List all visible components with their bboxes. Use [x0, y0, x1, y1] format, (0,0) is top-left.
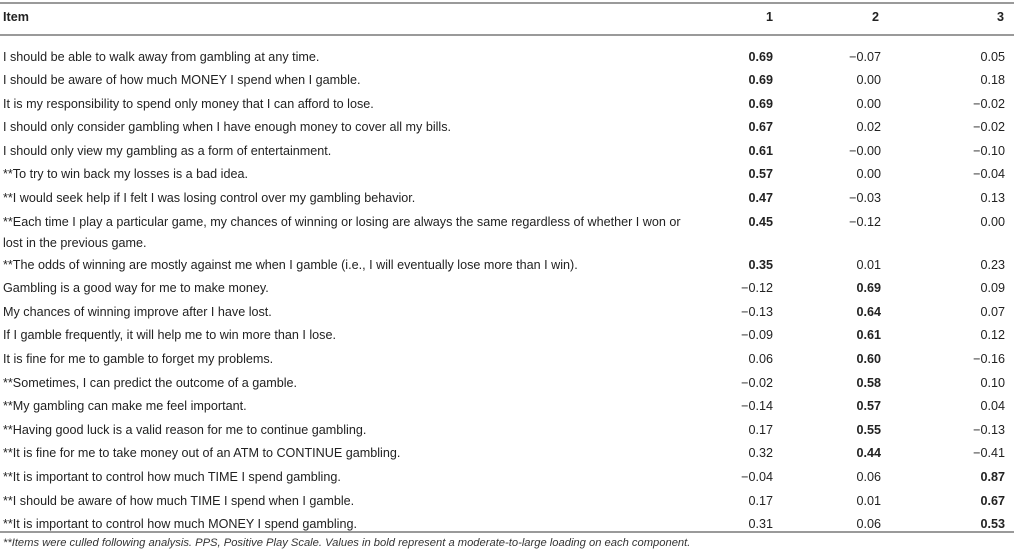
loading-component-1: 0.06 — [748, 351, 773, 366]
loading-component-3: 0.00 — [980, 214, 1005, 229]
loading-component-2: 0.00 — [856, 73, 881, 87]
item-text: **My gambling can make me feel important. — [3, 399, 247, 414]
loading-component-3: 0.09 — [980, 281, 1005, 296]
header-component-3: 3 — [996, 10, 1004, 24]
table-row — [0, 443, 1014, 467]
loading-component-2: −0.03 — [849, 190, 881, 205]
loading-component-3: −0.16 — [973, 351, 1005, 366]
loading-component-3: 0.13 — [980, 190, 1005, 205]
item-text: If I gamble frequently, it will help me to win more than I lose. — [3, 328, 336, 343]
loading-component-3: −0.02 — [973, 120, 1005, 135]
table-body — [0, 36, 1014, 538]
loadings-table — [0, 6, 1014, 538]
loading-component-2: 0.01 — [856, 257, 881, 272]
loading-component-1: −0.09 — [741, 328, 773, 343]
table-row — [0, 349, 1014, 373]
loading-component-2: −0.12 — [849, 214, 881, 229]
loading-component-2: −0.00 — [849, 143, 881, 158]
item-text: **Having good luck is a valid reason for me to continue gambling. — [3, 422, 367, 437]
top-rule — [0, 2, 1014, 4]
item-text: **I would seek help if I felt I was losing control over my gambling behavior. — [3, 190, 416, 205]
table-row — [0, 396, 1014, 420]
table-row — [0, 302, 1014, 326]
item-text: **It is fine for me to take money out of an ATM to CONTINUE gambling. — [3, 446, 401, 461]
loading-component-2: 0.58 — [856, 375, 881, 390]
loading-component-2: 0.00 — [856, 96, 881, 111]
loading-component-3: 0.05 — [980, 50, 1005, 64]
header-component-1: 1 — [765, 10, 773, 24]
loading-component-1: 0.17 — [748, 422, 773, 437]
loading-component-1: −0.02 — [741, 375, 773, 390]
loading-component-2: 0.61 — [856, 328, 881, 343]
loading-component-1: 0.45 — [748, 214, 773, 229]
table-row — [0, 188, 1014, 212]
table-row — [0, 94, 1014, 118]
loading-component-2: 0.55 — [856, 422, 881, 437]
loading-component-1: 0.17 — [748, 493, 773, 508]
table-row — [0, 514, 1014, 538]
loading-component-1: −0.13 — [741, 304, 773, 319]
loading-component-3: 0.18 — [980, 73, 1005, 87]
table-row — [0, 373, 1014, 397]
loading-component-2: 0.60 — [856, 351, 881, 366]
item-text: It is my responsibility to spend only money that I can afford to lose. — [3, 96, 374, 111]
loading-component-3: −0.04 — [973, 167, 1005, 182]
table-row — [0, 164, 1014, 188]
header-component-2: 2 — [871, 10, 879, 24]
item-text: I should only consider gambling when I have enough money to cover all my bills. — [3, 120, 452, 135]
loading-component-3: 0.12 — [980, 328, 1005, 343]
loading-component-1: 0.69 — [748, 50, 773, 64]
item-text: **It is important to control how much MONEY I spend gambling. — [3, 517, 357, 532]
item-text: **The odds of winning are mostly against me when I gamble (i.e., I will eventually lose more than I win). — [3, 257, 578, 272]
loading-component-1: 0.61 — [748, 143, 773, 158]
item-text: **Sometimes, I can predict the outcome of a gamble. — [3, 375, 298, 390]
loading-component-3: 0.23 — [980, 257, 1005, 272]
loading-component-3: 0.07 — [980, 304, 1005, 319]
table-row — [0, 117, 1014, 141]
loading-component-1: −0.04 — [741, 469, 773, 484]
loading-component-3: 0.67 — [980, 493, 1005, 508]
loading-component-2: 0.02 — [856, 120, 881, 135]
loading-component-3: −0.41 — [973, 446, 1005, 461]
loading-component-1: −0.12 — [741, 281, 773, 296]
loading-component-2: 0.00 — [856, 167, 881, 182]
loading-component-1: 0.32 — [748, 446, 773, 461]
table-row — [0, 491, 1014, 515]
loading-component-2: 0.06 — [856, 517, 881, 532]
item-text: My chances of winning improve after I have lost. — [3, 304, 272, 319]
table-row — [0, 467, 1014, 491]
loading-component-1: 0.47 — [748, 190, 773, 205]
loading-component-2: −0.07 — [849, 50, 881, 64]
table-row — [0, 36, 1014, 70]
loading-component-1: 0.69 — [748, 73, 773, 87]
loading-component-2: 0.01 — [856, 493, 881, 508]
loading-component-2: 0.57 — [856, 399, 881, 414]
loading-component-3: 0.04 — [980, 399, 1005, 414]
loading-component-3: −0.02 — [973, 96, 1005, 111]
loading-component-3: 0.53 — [980, 517, 1005, 532]
loading-component-3: −0.10 — [973, 143, 1005, 158]
item-text: **It is important to control how much TIME I spend gambling. — [3, 469, 341, 484]
loading-component-1: 0.67 — [748, 120, 773, 135]
table-row — [0, 70, 1014, 94]
table-footnote: **Items were culled following analysis. PPS, Positive Play Scale. Values in bold represent a moderate-to-large loading on each component. — [3, 537, 691, 549]
loading-component-2: 0.06 — [856, 469, 881, 484]
item-text: **Each time I play a particular game, my chances of winning or losing are always the same regardless of whether I won or lost in the previous game. — [3, 214, 681, 250]
loading-component-3: 0.87 — [980, 469, 1005, 484]
header-item: Item — [3, 10, 29, 24]
loading-component-1: 0.69 — [748, 96, 773, 111]
item-text: I should be able to walk away from gambling at any time. — [3, 50, 320, 64]
table-row — [0, 278, 1014, 302]
table-row — [0, 255, 1014, 279]
loading-component-3: −0.13 — [973, 422, 1005, 437]
loading-component-2: 0.64 — [856, 304, 881, 319]
item-text: **To try to win back my losses is a bad idea. — [3, 167, 248, 182]
loading-component-1: −0.14 — [741, 399, 773, 414]
item-text: Gambling is a good way for me to make money. — [3, 281, 269, 296]
table-row — [0, 141, 1014, 165]
table-row — [0, 325, 1014, 349]
bottom-rule — [0, 531, 1014, 533]
loading-component-2: 0.69 — [856, 281, 881, 296]
loading-component-1: 0.57 — [748, 167, 773, 182]
header-row — [0, 6, 1014, 36]
loading-component-1: 0.35 — [748, 257, 773, 272]
loading-component-2: 0.44 — [856, 446, 881, 461]
item-text: I should be aware of how much MONEY I spend when I gamble. — [3, 73, 361, 87]
item-text: **I should be aware of how much TIME I spend when I gamble. — [3, 493, 355, 508]
item-text: It is fine for me to gamble to forget my problems. — [3, 351, 274, 366]
loading-component-1: 0.31 — [748, 517, 773, 532]
item-text: I should only view my gambling as a form of entertainment. — [3, 143, 332, 158]
table-row — [0, 212, 1014, 255]
table-row — [0, 420, 1014, 444]
loading-component-3: 0.10 — [980, 375, 1005, 390]
